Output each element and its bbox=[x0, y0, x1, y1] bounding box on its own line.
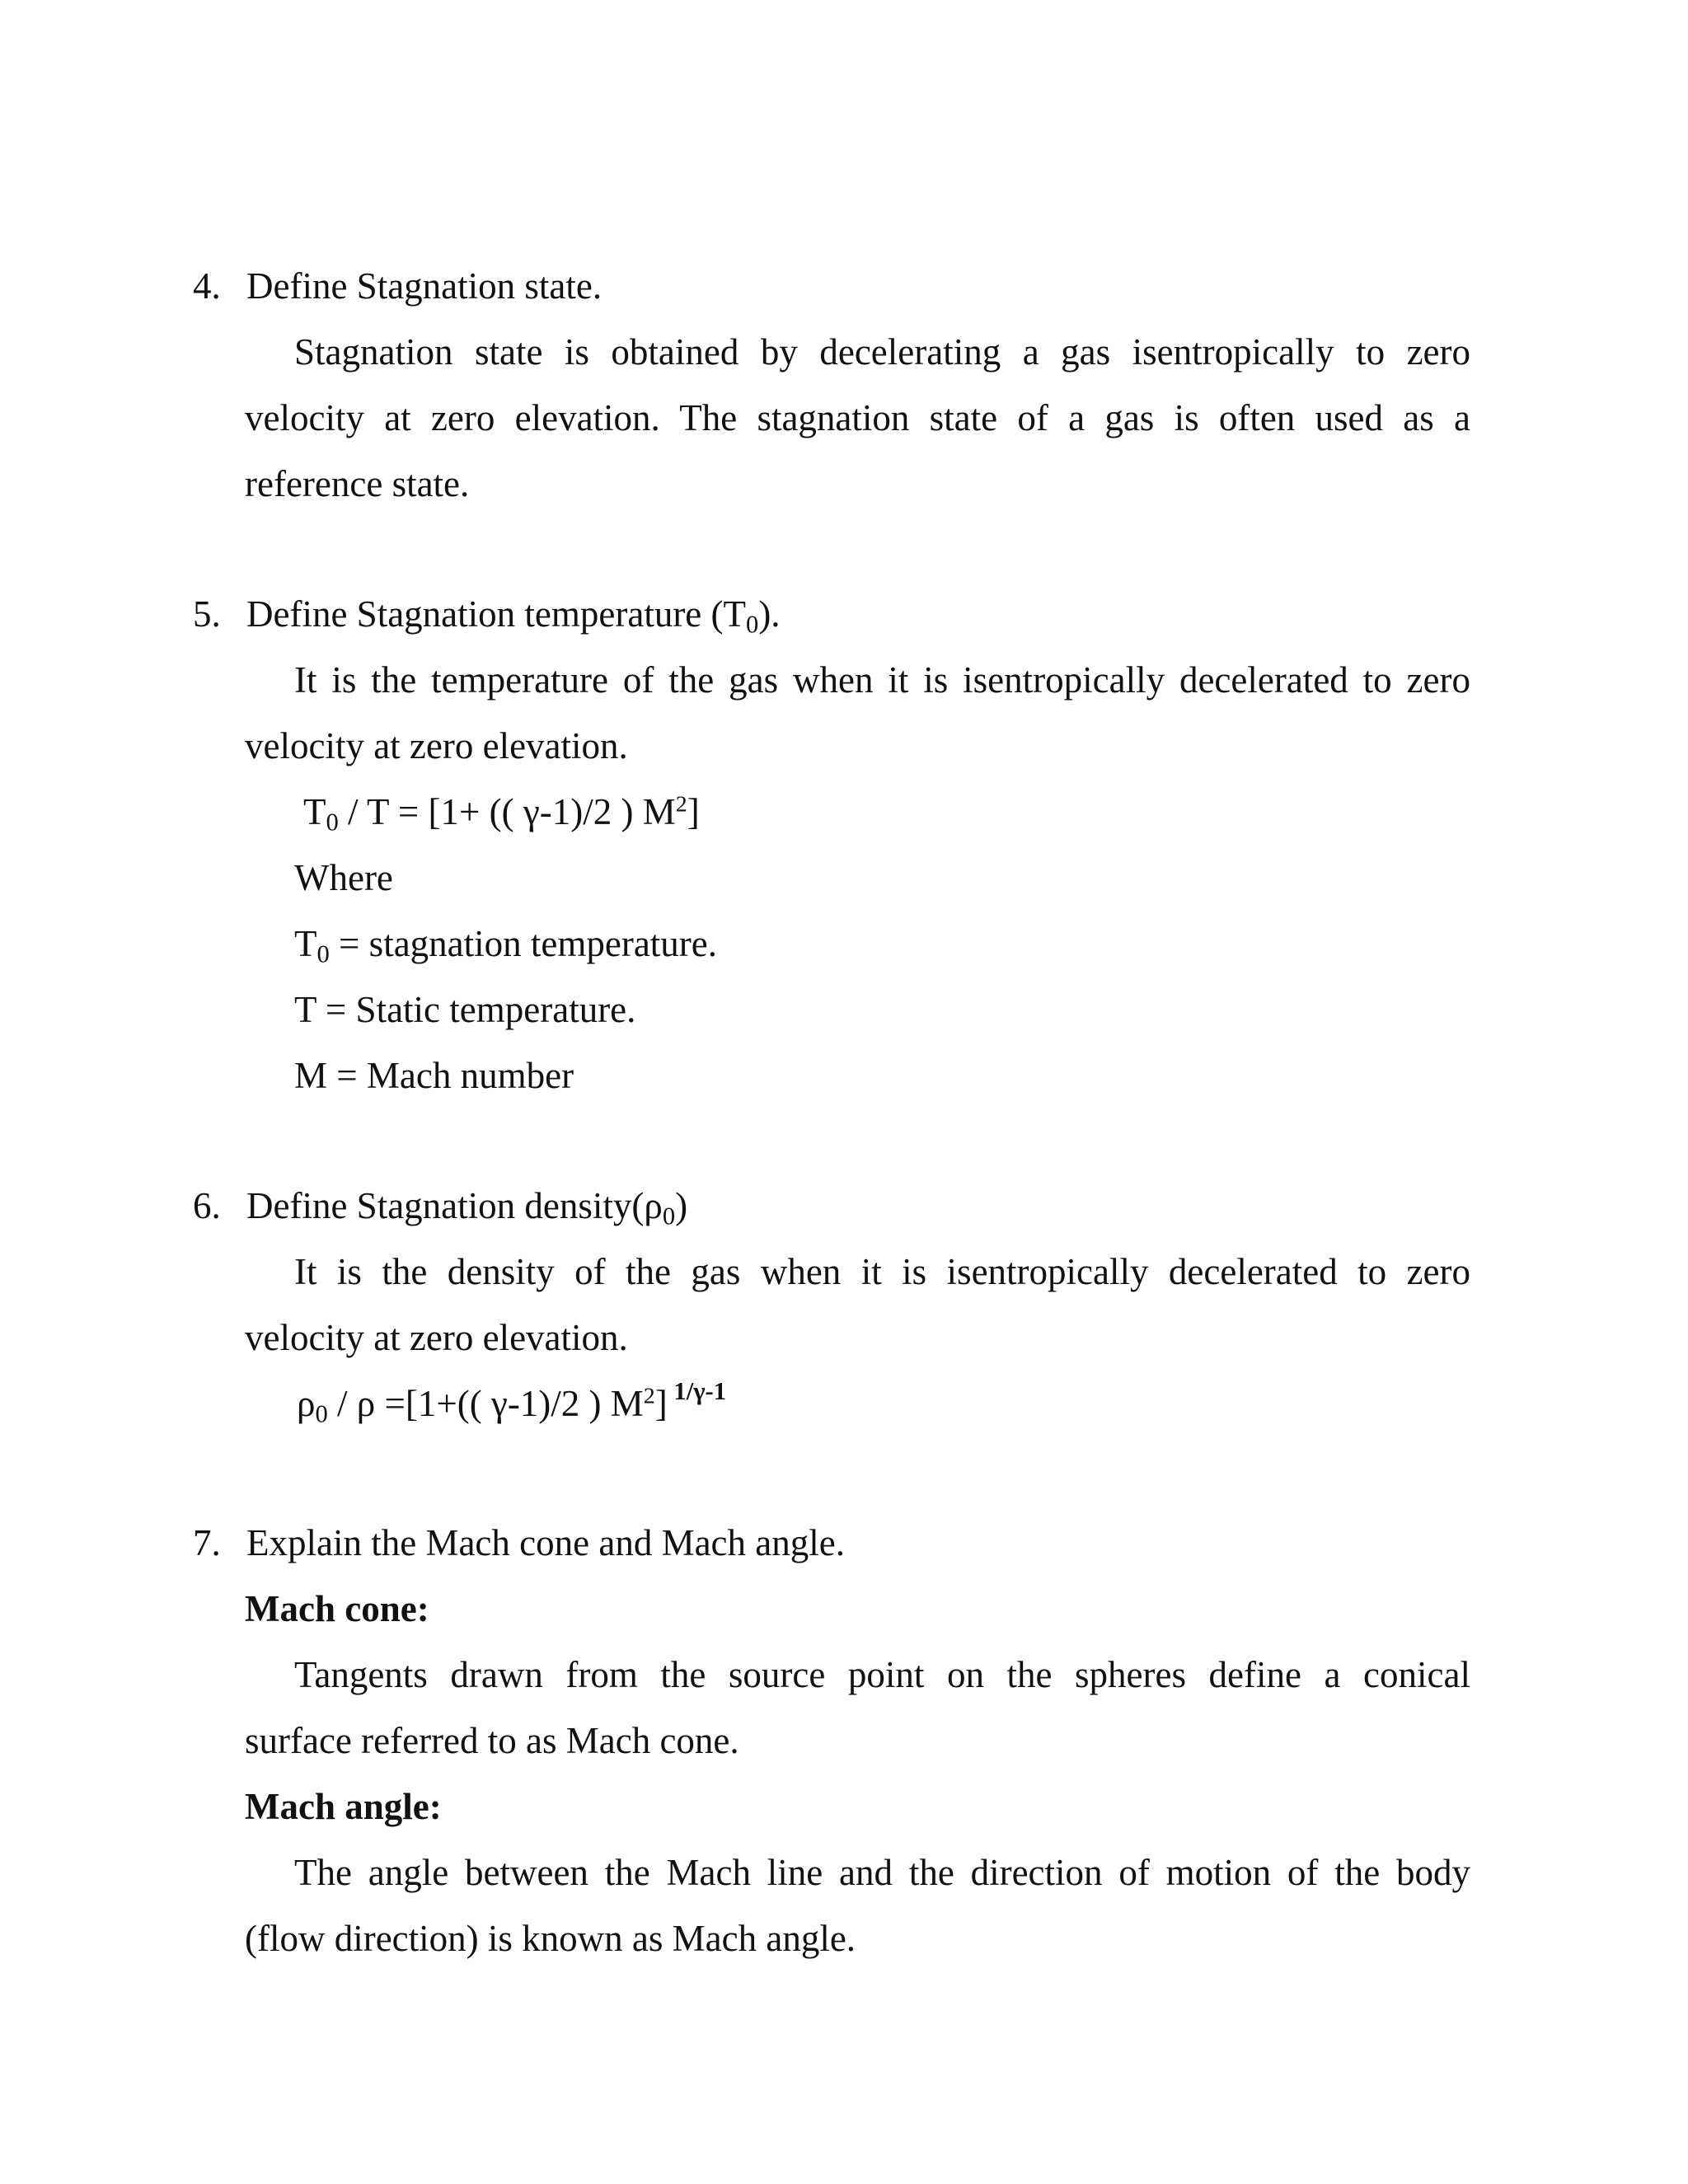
q4-number: 4. bbox=[193, 265, 221, 307]
q5-eq-body: / T = [1+ (( γ-1)/2 ) M bbox=[338, 791, 676, 832]
q4-paragraph-line-3: reference state. bbox=[245, 463, 470, 504]
q6-title-pre: Define Stagnation density(ρ bbox=[246, 1185, 663, 1226]
q7-mach-angle-heading: Mach angle: bbox=[245, 1786, 442, 1827]
q6-heading bbox=[193, 1185, 688, 1230]
q6-eq-close: ] bbox=[654, 1383, 668, 1424]
q6-eq-superscript: 2 bbox=[643, 1383, 655, 1409]
q6-eq-subscript: 0 bbox=[315, 1399, 328, 1428]
q5-eq-close: ] bbox=[687, 791, 700, 832]
q4-paragraph-line-2: velocity at zero elevation. The stagnation state of a gas is often used as a bbox=[245, 397, 1470, 438]
q6-title-subscript: 0 bbox=[662, 1202, 676, 1230]
q6-equation bbox=[297, 1377, 726, 1428]
q5-definition-2: T = Static temperature. bbox=[294, 989, 636, 1030]
q7-mach-angle-line-2: (flow direction) is known as Mach angle. bbox=[245, 1918, 856, 1959]
q5-eq-lhs: T bbox=[303, 791, 326, 832]
q5-definition-3: M = Mach number bbox=[294, 1055, 574, 1096]
q6-paragraph-line-1: It is the density of the gas when it is isentropically decelerated to zero bbox=[294, 1251, 1470, 1292]
q6-eq-lhs: ρ bbox=[297, 1383, 316, 1424]
q7-mach-cone-line-1: Tangents drawn from the source point on the spheres define a conical bbox=[294, 1654, 1470, 1695]
q5-where-label: Where bbox=[294, 857, 393, 898]
q5-eq-subscript: 0 bbox=[326, 808, 339, 837]
q6-number: 6. bbox=[193, 1185, 221, 1226]
q5-title-pre: Define Stagnation temperature (T bbox=[246, 593, 747, 635]
q7-title: Explain the Mach cone and Mach angle. bbox=[246, 1522, 845, 1563]
q5-definition-1 bbox=[294, 923, 718, 968]
q5-def1-text: = stagnation temperature. bbox=[329, 923, 718, 964]
q5-title-post: ). bbox=[758, 593, 781, 635]
q6-title-post: ) bbox=[675, 1185, 688, 1226]
q6-eq-body: / ρ =[1+(( γ-1)/2 ) M bbox=[327, 1383, 644, 1424]
q6-paragraph-line-2: velocity at zero elevation. bbox=[245, 1317, 628, 1358]
q4-heading bbox=[193, 265, 603, 307]
q5-title-subscript: 0 bbox=[746, 610, 759, 639]
q6-eq-exponent: 1/γ-1 bbox=[667, 1377, 726, 1406]
q5-heading bbox=[193, 593, 781, 639]
q7-number: 7. bbox=[193, 1522, 221, 1563]
q5-number: 5. bbox=[193, 593, 221, 635]
q5-paragraph-line-2: velocity at zero elevation. bbox=[245, 725, 628, 766]
q5-def1-symbol: T bbox=[294, 923, 317, 964]
q7-heading bbox=[193, 1522, 845, 1563]
q5-def1-subscript: 0 bbox=[316, 940, 330, 968]
q5-eq-superscript: 2 bbox=[675, 791, 687, 818]
q7-mach-cone-heading: Mach cone: bbox=[245, 1588, 429, 1629]
q4-title: Define Stagnation state. bbox=[246, 265, 603, 307]
q4-paragraph-line-1: Stagnation state is obtained by decelerating a gas isentropically to zero bbox=[294, 331, 1470, 373]
q5-equation bbox=[303, 791, 700, 837]
q5-paragraph-line-1: It is the temperature of the gas when it is isentropically decelerated to zero bbox=[294, 659, 1470, 701]
q7-mach-cone-line-2: surface referred to as Mach cone. bbox=[245, 1720, 739, 1761]
q7-mach-angle-line-1: The angle between the Mach line and the direction of motion of the body bbox=[294, 1852, 1470, 1893]
